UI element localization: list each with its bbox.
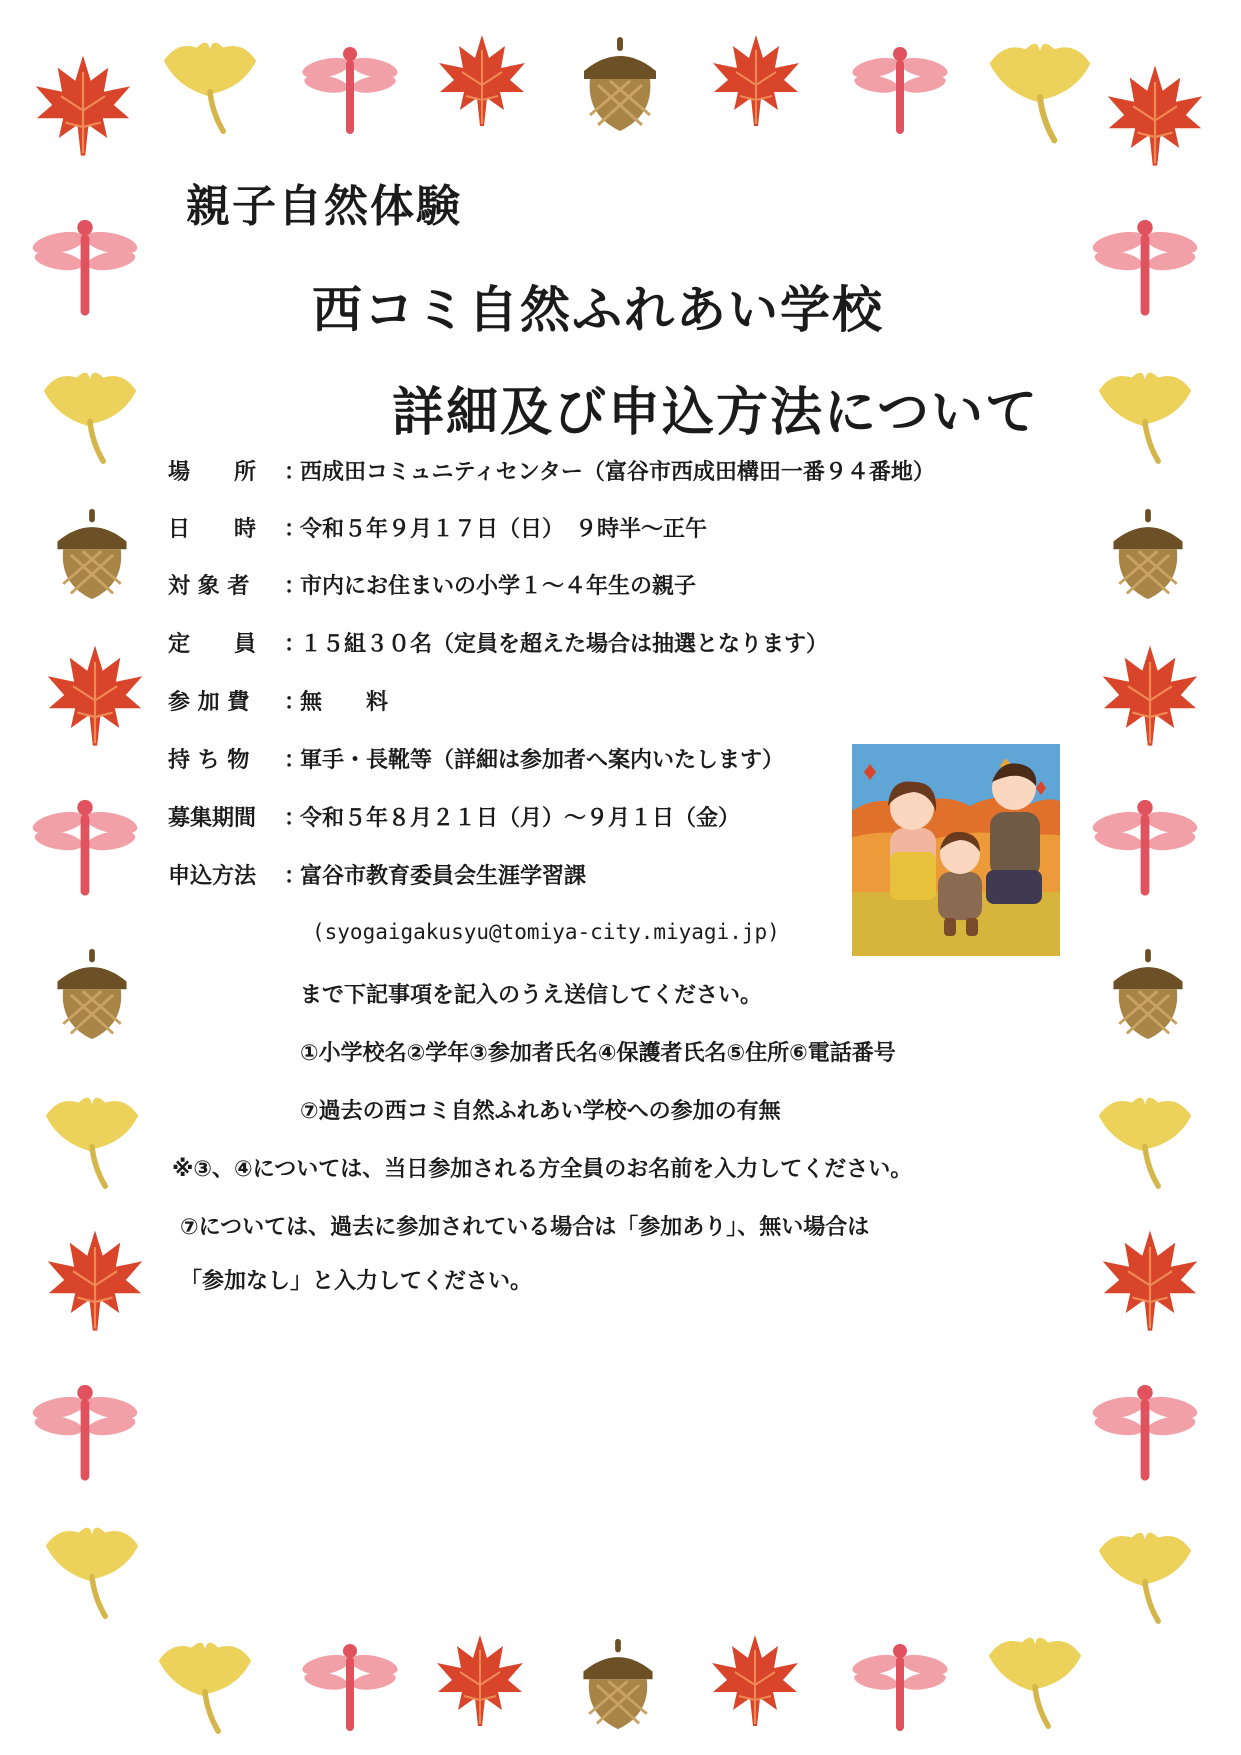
detail-colon: ： <box>284 690 307 715</box>
detail-colon: ： <box>284 574 307 599</box>
ginkgo-leaf-icon <box>32 1085 152 1195</box>
maple-leaf-icon <box>432 30 532 130</box>
detail-colon: ： <box>284 460 307 485</box>
note-line-1: ※③、④については、当日参加される方全員のお名前を入力してください。 <box>172 1157 913 1182</box>
ginkgo-leaf-icon <box>1085 360 1205 470</box>
ginkgo-leaf-icon <box>1085 1520 1205 1630</box>
detail-colon: ： <box>284 864 307 889</box>
title-line-1: 親子自然体験 <box>186 181 462 232</box>
detail-label: 定 員 <box>168 632 257 657</box>
maple-leaf-icon <box>430 1630 530 1730</box>
ginkgo-leaf-icon <box>1085 1085 1205 1195</box>
detail-value: 西成田コミュニティセンター（富谷市西成田構田一番９４番地） <box>300 460 935 485</box>
dragonfly-icon <box>30 790 140 900</box>
maple-leaf-icon <box>40 1225 150 1335</box>
detail-label: 対 象 者 <box>168 574 250 599</box>
detail-label: 持 ち 物 <box>168 748 250 773</box>
acorn-icon <box>44 940 140 1050</box>
note-line-2: ⑦については、過去に参加されている場合は「参加あり」、無い場合は <box>180 1215 870 1240</box>
maple-leaf-icon <box>28 50 138 160</box>
dragonfly-icon <box>1090 210 1200 320</box>
application-fields-line-1: ①小学校名②学年③参加者氏名④保護者氏名⑤住所⑥電話番号 <box>300 1041 896 1066</box>
detail-value: 令和５年８月２１日（月）～９月１日（金） <box>300 806 741 831</box>
detail-value: １５組３０名（定員を超えた場合は抽選となります） <box>300 632 829 657</box>
title-line-3: 詳細及び申込方法について <box>392 383 1039 443</box>
detail-label: 参 加 費 <box>168 690 250 715</box>
detail-colon: ： <box>284 806 307 831</box>
maple-leaf-icon <box>1095 1225 1205 1335</box>
maple-leaf-icon <box>1100 60 1210 170</box>
detail-label: 募集期間 <box>168 806 257 831</box>
ginkgo-leaf-icon <box>975 1625 1095 1735</box>
maple-leaf-icon <box>40 640 150 750</box>
ginkgo-leaf-icon <box>975 30 1105 150</box>
dragonfly-icon <box>840 38 960 138</box>
family-autumn-illustration <box>850 742 1062 958</box>
detail-value: 富谷市教育委員会生涯学習課 <box>300 864 587 889</box>
dragonfly-icon <box>1090 1375 1200 1485</box>
maple-leaf-icon <box>705 1630 805 1730</box>
maple-leaf-icon <box>706 30 806 130</box>
title-line-2: 西コミ自然ふれあい学校 <box>312 281 884 339</box>
dragonfly-icon <box>290 1635 410 1735</box>
detail-label: 場 所 <box>168 460 257 485</box>
acorn-icon <box>1100 940 1196 1050</box>
ginkgo-leaf-icon <box>30 360 150 470</box>
ginkgo-leaf-icon <box>150 30 270 140</box>
detail-value: 市内にお住まいの小学１～４年生の親子 <box>300 574 697 599</box>
ginkgo-leaf-icon <box>32 1515 152 1625</box>
detail-colon: ： <box>284 748 307 773</box>
dragonfly-icon <box>290 38 410 138</box>
acorn-icon <box>570 1630 666 1740</box>
acorn-icon <box>570 30 670 140</box>
acorn-icon <box>44 500 140 610</box>
dragonfly-icon <box>30 1375 140 1485</box>
application-fields-line-2: ⑦過去の西コミ自然ふれあい学校への参加の有無 <box>300 1099 781 1124</box>
detail-colon: ： <box>284 517 307 542</box>
note-line-3: 「参加なし」と入力してください。 <box>180 1269 533 1294</box>
detail-label: 日 時 <box>168 517 257 542</box>
detail-value: 令和５年９月１７日（日） ９時半～正午 <box>300 517 708 542</box>
maple-leaf-icon <box>1095 640 1205 750</box>
application-instruction: まで下記事項を記入のうえ送信してください。 <box>300 983 763 1008</box>
application-email: (syogaigakusyu@tomiya-city.miyagi.jp) <box>312 920 780 944</box>
ginkgo-leaf-icon <box>150 1630 260 1740</box>
detail-label: 申込方法 <box>168 864 257 889</box>
dragonfly-icon <box>840 1635 960 1735</box>
detail-value: 軍手・長靴等（詳細は参加者へ案内いたします） <box>300 748 785 773</box>
detail-colon: ： <box>284 632 307 657</box>
dragonfly-icon <box>30 210 140 320</box>
acorn-icon <box>1100 500 1196 610</box>
dragonfly-icon <box>1090 790 1200 900</box>
detail-value: 無 料 <box>300 690 389 715</box>
